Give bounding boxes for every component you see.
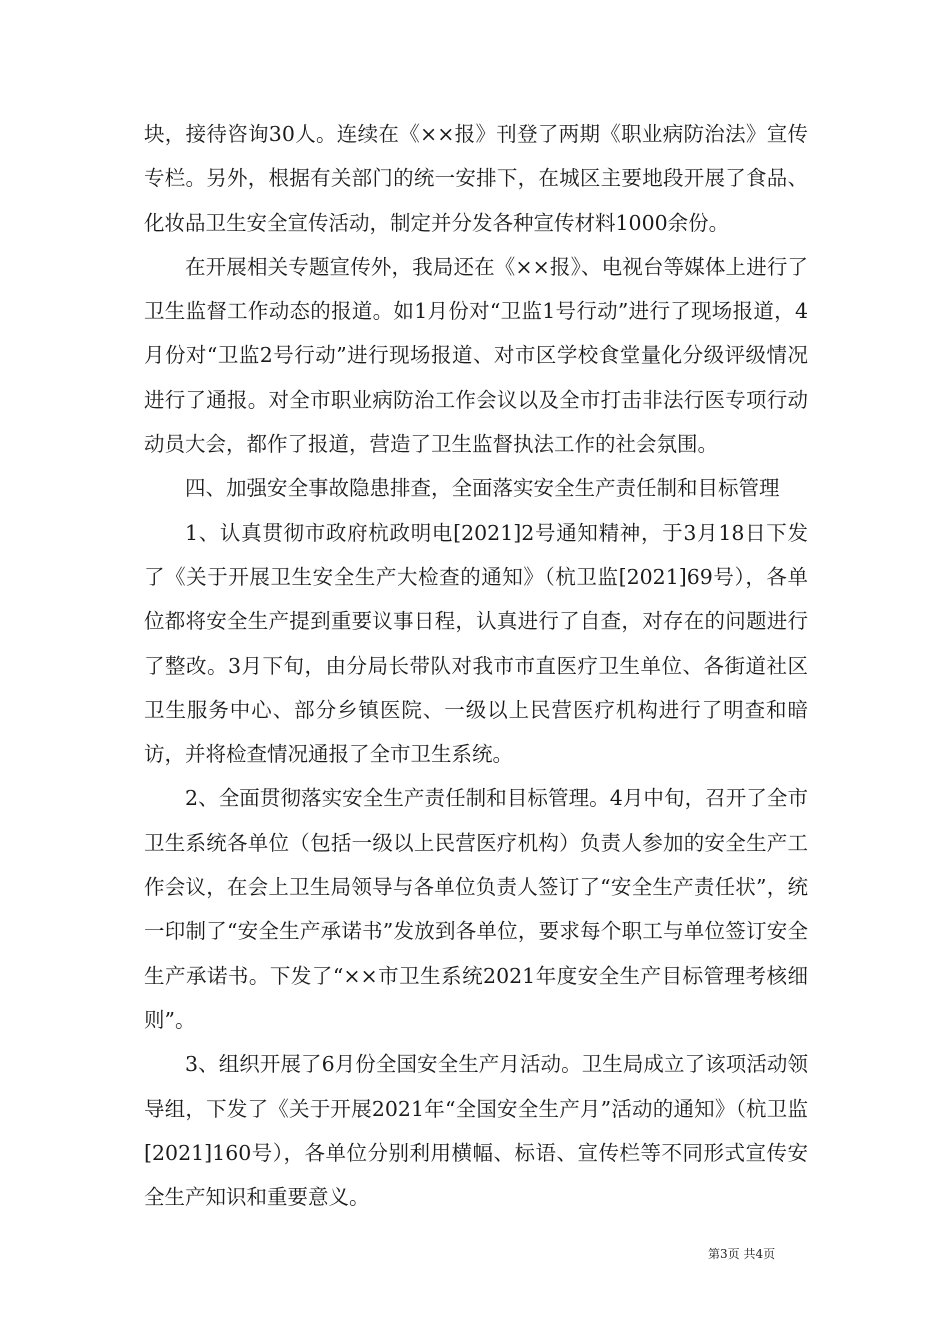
document-body: [144, 112, 808, 1219]
paragraph-media-reports: 在开展相关专题宣传外，我局还在《××报》、电视台等媒体上进行了卫生监督工作动态的报道。如1月份对“卫监1号行动”进行了现场报道，4月份对“卫监2号行动”进行现场报道、对市区学校食堂量化分级评级情况进行了通报。对全市职业病防治工作会议以及全市打击非法行医专项行动动员大会，都作了报道，营造了卫生监督执法工作的社会氛围。: [144, 254, 808, 457]
paragraph-item-2: 2、全面贯彻落实安全生产责任制和目标管理。4月中旬，召开了全市卫生系统各单位（包括一级以上民营医疗机构）负责人参加的安全生产工作会议，在会上卫生局领导与各单位负责人签订了“安全生产责任状”，统一印制了“安全生产承诺书”发放到各单位，要求每个职工与单位签订安全生产承诺书。下发了“××市卫生系统2021年度安全生产目标管理考核细则”。: [144, 786, 808, 1032]
page-number-footer: 第3页 共4页: [708, 1247, 776, 1261]
paragraph-item-3: 3、组织开展了6月份全国安全生产月活动。卫生局成立了该项活动领导组，下发了《关于开展2021年“全国安全生产月”活动的通知》（杭卫监[2021]160号），各单位分别利用横幅、标语、宣传栏等不同形式宣传安全生产知识和重要意义。: [144, 1052, 808, 1210]
section-heading-safety: 四、加强安全事故隐患排查，全面落实安全生产责任制和目标管理: [185, 476, 780, 501]
paragraph-continuation: 块，接待咨询30人。连续在《××报》刊登了两期《职业病防治法》宣传专栏。另外，根据有关部门的统一安排下，在城区主要地段开展了食品、化妆品卫生安全宣传活动，制定并分发各种宣传材料1000余份。: [144, 122, 808, 235]
paragraph-item-1: 1、认真贯彻市政府杭政明电[2021]2号通知精神，于3月18日下发了《关于开展卫生安全生产大检查的通知》（杭卫监[2021]69号），各单位都将安全生产提到重要议事日程，认真进行了自查，对存在的问题进行了整改。3月下旬，由分局长带队对我市市直医疗卫生单位、各街道社区卫生服务中心、部分乡镇医院、一级以上民营医疗机构进行了明查和暗访，并将检查情况通报了全市卫生系统。: [144, 520, 808, 767]
